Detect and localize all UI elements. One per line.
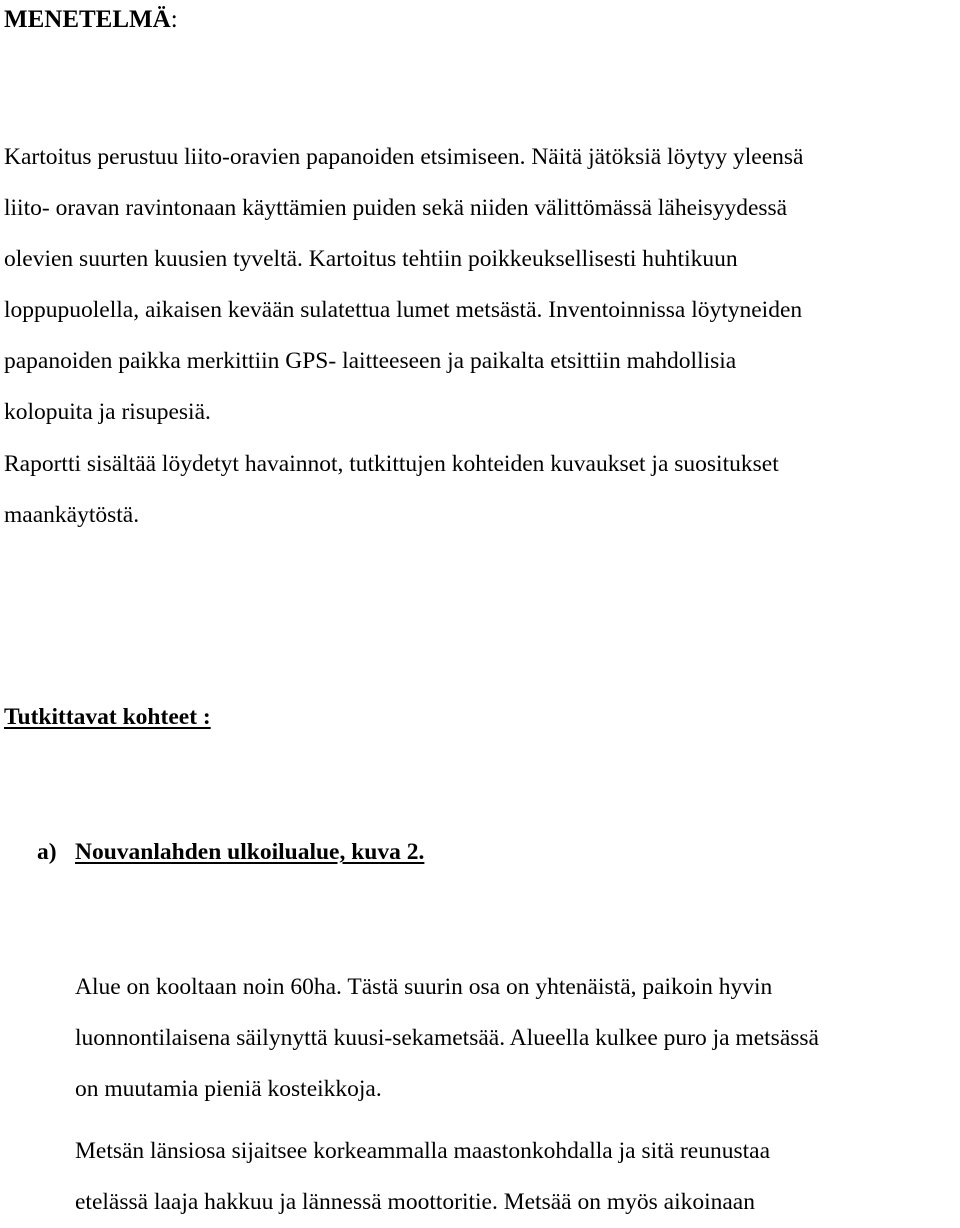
paragraph-line: Alue on kooltaan noin 60ha. Tästä suurin osa on yhtenäistä, paikoin hyvin [75, 974, 773, 1000]
paragraph-line: on muutamia pieniä kosteikkoja. [75, 1076, 382, 1102]
paragraph-line: Kartoitus perustuu liito-oravien papanoiden etsimiseen. Näitä jätöksiä löytyy yleensä [4, 144, 804, 170]
west-paragraph [75, 1126, 770, 1228]
paragraph-line: maankäytöstä. [4, 502, 140, 528]
intro-paragraph [4, 132, 803, 438]
paragraph-line: Metsän länsiosa sijaitsee korkeammalla maastonkohdalla ja sitä reunustaa [75, 1138, 770, 1164]
paragraph-line: etelässä laaja hakkuu ja lännessä moottoritie. Metsää on myös aikoinaan [75, 1189, 755, 1215]
area-paragraph [75, 962, 819, 1115]
heading-bold-text: MENETELMÄ [4, 6, 171, 33]
paragraph-line: kolopuita ja risupesiä. [4, 399, 211, 425]
paragraph-line: luonnontilaisena säilynyttä kuusi-sekametsää. Alueella kulkee puro ja metsässä [75, 1025, 819, 1051]
paragraph-line: papanoiden paikka merkittiin GPS- laitteeseen ja paikalta etsittiin mahdollisia [4, 348, 737, 374]
paragraph-line: olevien suurten kuusien tyveltä. Kartoitus tehtiin poikkeuksellisesti huhtikuun [4, 246, 738, 272]
list-item-text: Nouvanlahden ulkoilualue, kuva 2. [75, 839, 425, 865]
paragraph-line: loppupuolella, aikaisen kevään sulatettua lumet metsästä. Inventoinnissa löytyneiden [4, 297, 803, 323]
section-title: Tutkittavat kohteet : [4, 704, 211, 730]
paragraph-line: Raportti sisältää löydetyt havainnot, tutkittujen kohteiden kuvaukset ja suositukset [4, 451, 779, 477]
report-paragraph [4, 439, 779, 541]
list-marker: a) [37, 839, 57, 865]
page-heading [4, 0, 178, 40]
list-item [37, 832, 424, 872]
paragraph-line: liito- oravan ravintonaan käyttämien puiden sekä niiden välittömässä läheisyydessä [4, 195, 788, 221]
heading-suffix: : [170, 6, 178, 33]
